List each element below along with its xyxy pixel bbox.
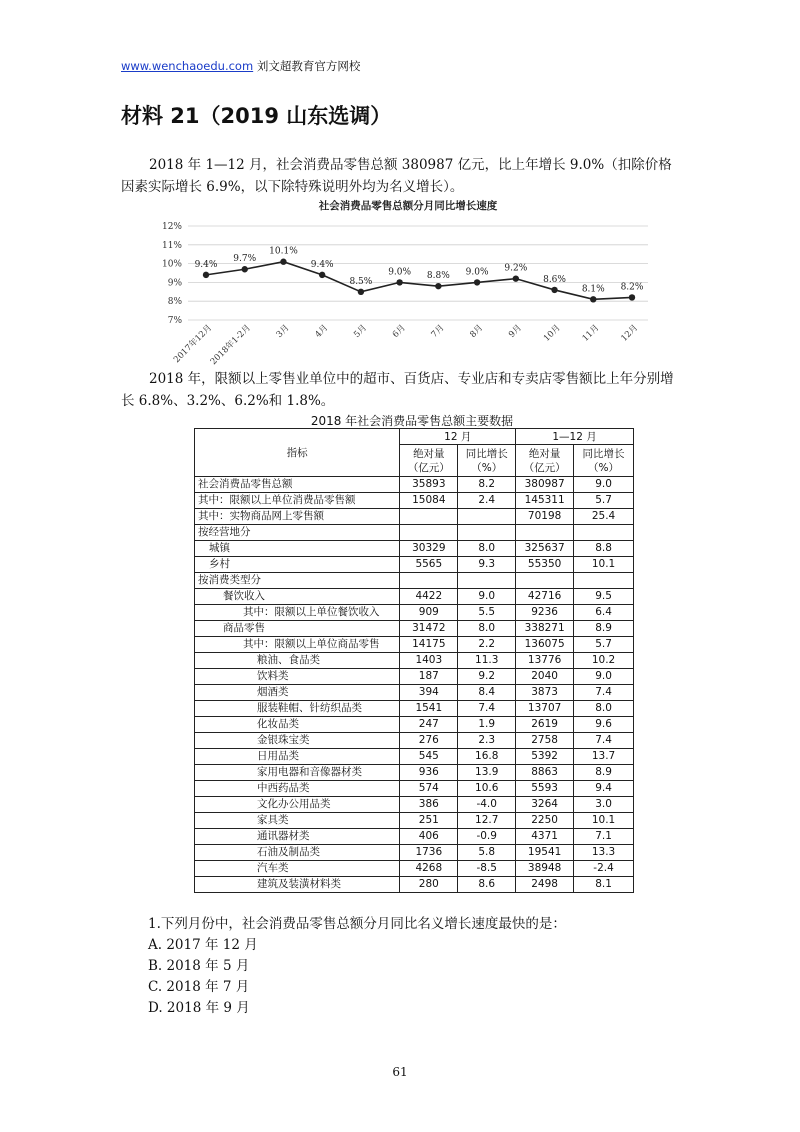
cell-b: -0.9 <box>458 829 516 845</box>
table-row <box>195 621 634 637</box>
cell-a: 1541 <box>400 701 458 717</box>
row-label: 粮油、食品类 <box>195 653 400 669</box>
table-row <box>195 829 634 845</box>
cell-d: 6.4 <box>574 605 634 621</box>
data-label: 8.8% <box>426 271 450 282</box>
cell-a: 406 <box>400 829 458 845</box>
cell-b: 9.2 <box>458 669 516 685</box>
row-label: 乡村 <box>195 557 400 573</box>
x-tick-label: 5月 <box>352 323 370 340</box>
data-point <box>396 279 402 285</box>
data-label: 9.4% <box>194 259 218 270</box>
x-tick-label: 7月 <box>429 323 447 340</box>
cell-d: 10.1 <box>574 813 634 829</box>
cell-b: 16.8 <box>458 749 516 765</box>
cell-d: 3.0 <box>574 797 634 813</box>
row-label: 服装鞋帽、针纺织品类 <box>195 701 400 717</box>
cell-d: 5.7 <box>574 637 634 653</box>
table-row <box>195 637 634 653</box>
cell-c: 38948 <box>516 861 574 877</box>
x-tick-label: 9月 <box>507 323 524 340</box>
cell-b: 8.0 <box>458 541 516 557</box>
data-label: 9.0% <box>388 267 412 278</box>
cell-b: 7.4 <box>458 701 516 717</box>
table-row <box>195 493 634 509</box>
cell-b: 5.5 <box>458 605 516 621</box>
cell-b: 8.2 <box>458 477 516 493</box>
row-label: 建筑及装潢材料类 <box>195 877 400 893</box>
col-yoy-year: 同比增长（%） <box>574 445 634 477</box>
col-indicator: 指标 <box>195 429 400 477</box>
cell-c: 3873 <box>516 685 574 701</box>
cell-d: 10.2 <box>574 653 634 669</box>
cell-b: 9.3 <box>458 557 516 573</box>
y-tick-label: 12% <box>161 222 182 232</box>
cell-c: 338271 <box>516 621 574 637</box>
cell-d: 13.3 <box>574 845 634 861</box>
cell-b <box>458 525 516 541</box>
cell-c: 5392 <box>516 749 574 765</box>
col-group-dec: 12 月 <box>400 429 516 445</box>
row-label: 石油及制品类 <box>195 845 400 861</box>
table-row <box>195 845 634 861</box>
cell-d: 7.1 <box>574 829 634 845</box>
cell-a: 31472 <box>400 621 458 637</box>
cell-b: 9.0 <box>458 589 516 605</box>
cell-d <box>574 525 634 541</box>
data-point <box>474 279 480 285</box>
data-label: 8.6% <box>543 274 566 285</box>
table-row <box>195 605 634 621</box>
data-point <box>358 289 364 295</box>
paragraph-2: 2018 年，限额以上零售业单位中的超市、百货店、专业店和专卖店零售额比上年分别增长 6.8%、3.2%、6.2%和 1.8%。 <box>121 371 674 409</box>
page-number: 61 <box>392 1065 408 1079</box>
table-row <box>195 589 634 605</box>
cell-d: -2.4 <box>574 861 634 877</box>
data-point <box>435 283 441 289</box>
row-label: 中西药品类 <box>195 781 400 797</box>
option-c[interactable]: C. 2018 年 7 月 <box>148 979 250 995</box>
col-abs-dec: 绝对量（亿元） <box>400 445 458 477</box>
table-row <box>195 541 634 557</box>
table-row <box>195 557 634 573</box>
table-row <box>195 653 634 669</box>
chart-svg <box>148 198 658 368</box>
cell-c: 380987 <box>516 477 574 493</box>
cell-b: 12.7 <box>458 813 516 829</box>
table-row <box>195 701 634 717</box>
option-a[interactable]: A. 2017 年 12 月 <box>148 937 258 953</box>
cell-c: 55350 <box>516 557 574 573</box>
data-label: 8.5% <box>349 276 373 287</box>
data-label: 9.4% <box>310 259 334 270</box>
row-label: 烟酒类 <box>195 685 400 701</box>
cell-b: 2.3 <box>458 733 516 749</box>
option-d[interactable]: D. 2018 年 9 月 <box>148 1000 250 1016</box>
data-point <box>319 272 325 278</box>
y-tick-label: 8% <box>167 297 182 308</box>
cell-d: 9.5 <box>574 589 634 605</box>
cell-b <box>458 509 516 525</box>
cell-c: 8863 <box>516 765 574 781</box>
row-label: 其中：实物商品网上零售额 <box>195 509 400 525</box>
cell-c: 42716 <box>516 589 574 605</box>
x-tick-label: 11月 <box>580 323 602 344</box>
table-row <box>195 717 634 733</box>
cell-d: 5.7 <box>574 493 634 509</box>
cell-c: 9236 <box>516 605 574 621</box>
data-label: 9.0% <box>465 267 489 278</box>
table-row <box>195 749 634 765</box>
table-row <box>195 509 634 525</box>
x-tick-label: 3月 <box>274 323 292 340</box>
x-tick-label: 4月 <box>313 323 331 340</box>
col-abs-year: 绝对量（亿元） <box>516 445 574 477</box>
cell-a: 35893 <box>400 477 458 493</box>
row-label: 化妆品类 <box>195 717 400 733</box>
table-row <box>195 765 634 781</box>
cell-d: 8.1 <box>574 877 634 893</box>
cell-c: 325637 <box>516 541 574 557</box>
page-header <box>121 58 360 74</box>
cell-d <box>574 573 634 589</box>
cell-a: 15084 <box>400 493 458 509</box>
cell-b: 2.4 <box>458 493 516 509</box>
material-title: 材料 21（2019 山东选调） <box>121 104 392 128</box>
cell-d: 9.0 <box>574 669 634 685</box>
data-label: 10.1% <box>269 246 298 257</box>
option-b[interactable]: B. 2018 年 5 月 <box>148 958 250 974</box>
cell-c: 70198 <box>516 509 574 525</box>
cell-b: 10.6 <box>458 781 516 797</box>
x-tick-label: 2017年12月 <box>172 323 215 366</box>
cell-a: 574 <box>400 781 458 797</box>
data-point <box>242 266 248 272</box>
table-row <box>195 877 634 893</box>
cell-d: 7.4 <box>574 685 634 701</box>
cell-b: -4.0 <box>458 797 516 813</box>
cell-b: 8.4 <box>458 685 516 701</box>
cell-d: 8.8 <box>574 541 634 557</box>
row-label: 家具类 <box>195 813 400 829</box>
cell-c: 3264 <box>516 797 574 813</box>
cell-b: -8.5 <box>458 861 516 877</box>
table-row <box>195 477 634 493</box>
row-label: 城镇 <box>195 541 400 557</box>
cell-a: 936 <box>400 765 458 781</box>
cell-c: 145311 <box>516 493 574 509</box>
cell-c: 13776 <box>516 653 574 669</box>
cell-d: 9.4 <box>574 781 634 797</box>
cell-c: 2040 <box>516 669 574 685</box>
data-point <box>629 294 635 300</box>
cell-a: 247 <box>400 717 458 733</box>
row-label: 按经营地分 <box>195 525 400 541</box>
row-label: 汽车类 <box>195 861 400 877</box>
cell-d: 9.0 <box>574 477 634 493</box>
x-tick-label: 12月 <box>619 323 641 344</box>
row-label: 文化办公用品类 <box>195 797 400 813</box>
y-tick-label: 9% <box>167 278 182 289</box>
site-link[interactable]: www.wenchaoedu.com <box>121 59 254 73</box>
table-row <box>195 573 634 589</box>
cell-d: 9.6 <box>574 717 634 733</box>
cell-c: 2250 <box>516 813 574 829</box>
table-row <box>195 813 634 829</box>
cell-c <box>516 525 574 541</box>
table-title: 2018 年社会消费品零售总额主要数据 <box>310 414 514 428</box>
row-label: 餐饮收入 <box>195 589 400 605</box>
data-point <box>551 287 557 293</box>
x-tick-label: 8月 <box>468 323 486 340</box>
cell-c: 2758 <box>516 733 574 749</box>
table-row <box>195 861 634 877</box>
cell-d: 10.1 <box>574 557 634 573</box>
row-label: 其中：限额以上单位商品零售 <box>195 637 400 653</box>
data-point <box>203 272 209 278</box>
cell-a: 1736 <box>400 845 458 861</box>
row-label: 按消费类型分 <box>195 573 400 589</box>
cell-a: 14175 <box>400 637 458 653</box>
cell-a: 386 <box>400 797 458 813</box>
table-row <box>195 685 634 701</box>
site-name: 刘文超教育官方网校 <box>256 59 361 73</box>
cell-a <box>400 509 458 525</box>
cell-c: 5593 <box>516 781 574 797</box>
cell-c: 2619 <box>516 717 574 733</box>
cell-a: 4422 <box>400 589 458 605</box>
x-tick-label: 2018年1-2月 <box>208 323 253 368</box>
paragraph-1: 2018 年 1—12 月，社会消费品零售总额 380987 亿元，比上年增长 9.0%（扣除价格因素实际增长 6.9%，以下除特殊说明外均为名义增长）。 <box>121 157 672 195</box>
cell-b: 13.9 <box>458 765 516 781</box>
cell-b: 5.8 <box>458 845 516 861</box>
table-row <box>195 525 634 541</box>
data-label: 9.7% <box>233 254 257 265</box>
chart-title: 社会消费品零售总额分月同比增长速度 <box>318 200 498 212</box>
cell-c <box>516 573 574 589</box>
cell-c: 4371 <box>516 829 574 845</box>
y-tick-label: 11% <box>161 240 182 251</box>
y-tick-label: 10% <box>161 259 182 270</box>
cell-b <box>458 573 516 589</box>
cell-d: 25.4 <box>574 509 634 525</box>
cell-a: 545 <box>400 749 458 765</box>
cell-a: 4268 <box>400 861 458 877</box>
x-tick-label: 6月 <box>390 323 408 340</box>
table-row <box>195 733 634 749</box>
cell-a <box>400 573 458 589</box>
cell-a: 187 <box>400 669 458 685</box>
table-row <box>195 797 634 813</box>
growth-line-chart <box>148 198 658 368</box>
row-label: 饮料类 <box>195 669 400 685</box>
row-label: 其中：限额以上单位消费品零售额 <box>195 493 400 509</box>
cell-d: 7.4 <box>574 733 634 749</box>
row-label: 通讯器材类 <box>195 829 400 845</box>
cell-a: 394 <box>400 685 458 701</box>
cell-a: 276 <box>400 733 458 749</box>
cell-a <box>400 525 458 541</box>
cell-b: 2.2 <box>458 637 516 653</box>
data-point <box>590 296 596 302</box>
cell-c: 13707 <box>516 701 574 717</box>
cell-b: 8.0 <box>458 621 516 637</box>
data-label: 8.2% <box>620 282 644 293</box>
row-label: 其中：限额以上单位餐饮收入 <box>195 605 400 621</box>
row-label: 商品零售 <box>195 621 400 637</box>
row-label: 日用品类 <box>195 749 400 765</box>
cell-c: 19541 <box>516 845 574 861</box>
cell-a: 909 <box>400 605 458 621</box>
data-table <box>194 428 634 893</box>
cell-d: 13.7 <box>574 749 634 765</box>
cell-b: 11.3 <box>458 653 516 669</box>
cell-a: 251 <box>400 813 458 829</box>
cell-d: 8.9 <box>574 621 634 637</box>
cell-a: 280 <box>400 877 458 893</box>
table-row <box>195 669 634 685</box>
y-tick-label: 7% <box>167 316 182 326</box>
question-stem: 1.下列月份中，社会消费品零售总额分月同比名义增长速度最快的是： <box>148 916 566 932</box>
cell-d: 8.9 <box>574 765 634 781</box>
data-label: 9.2% <box>504 263 528 274</box>
data-label: 8.1% <box>581 284 605 295</box>
table-row <box>195 781 634 797</box>
col-group-year: 1—12 月 <box>516 429 634 445</box>
x-tick-label: 10月 <box>541 323 563 344</box>
row-label: 金银珠宝类 <box>195 733 400 749</box>
cell-c: 136075 <box>516 637 574 653</box>
cell-b: 8.6 <box>458 877 516 893</box>
cell-a: 5565 <box>400 557 458 573</box>
data-point <box>280 259 286 265</box>
cell-b: 1.9 <box>458 717 516 733</box>
cell-a: 1403 <box>400 653 458 669</box>
cell-c: 2498 <box>516 877 574 893</box>
row-label: 社会消费品零售总额 <box>195 477 400 493</box>
row-label: 家用电器和音像器材类 <box>195 765 400 781</box>
cell-d: 8.0 <box>574 701 634 717</box>
data-point <box>513 275 519 281</box>
cell-a: 30329 <box>400 541 458 557</box>
col-yoy-dec: 同比增长（%） <box>458 445 516 477</box>
